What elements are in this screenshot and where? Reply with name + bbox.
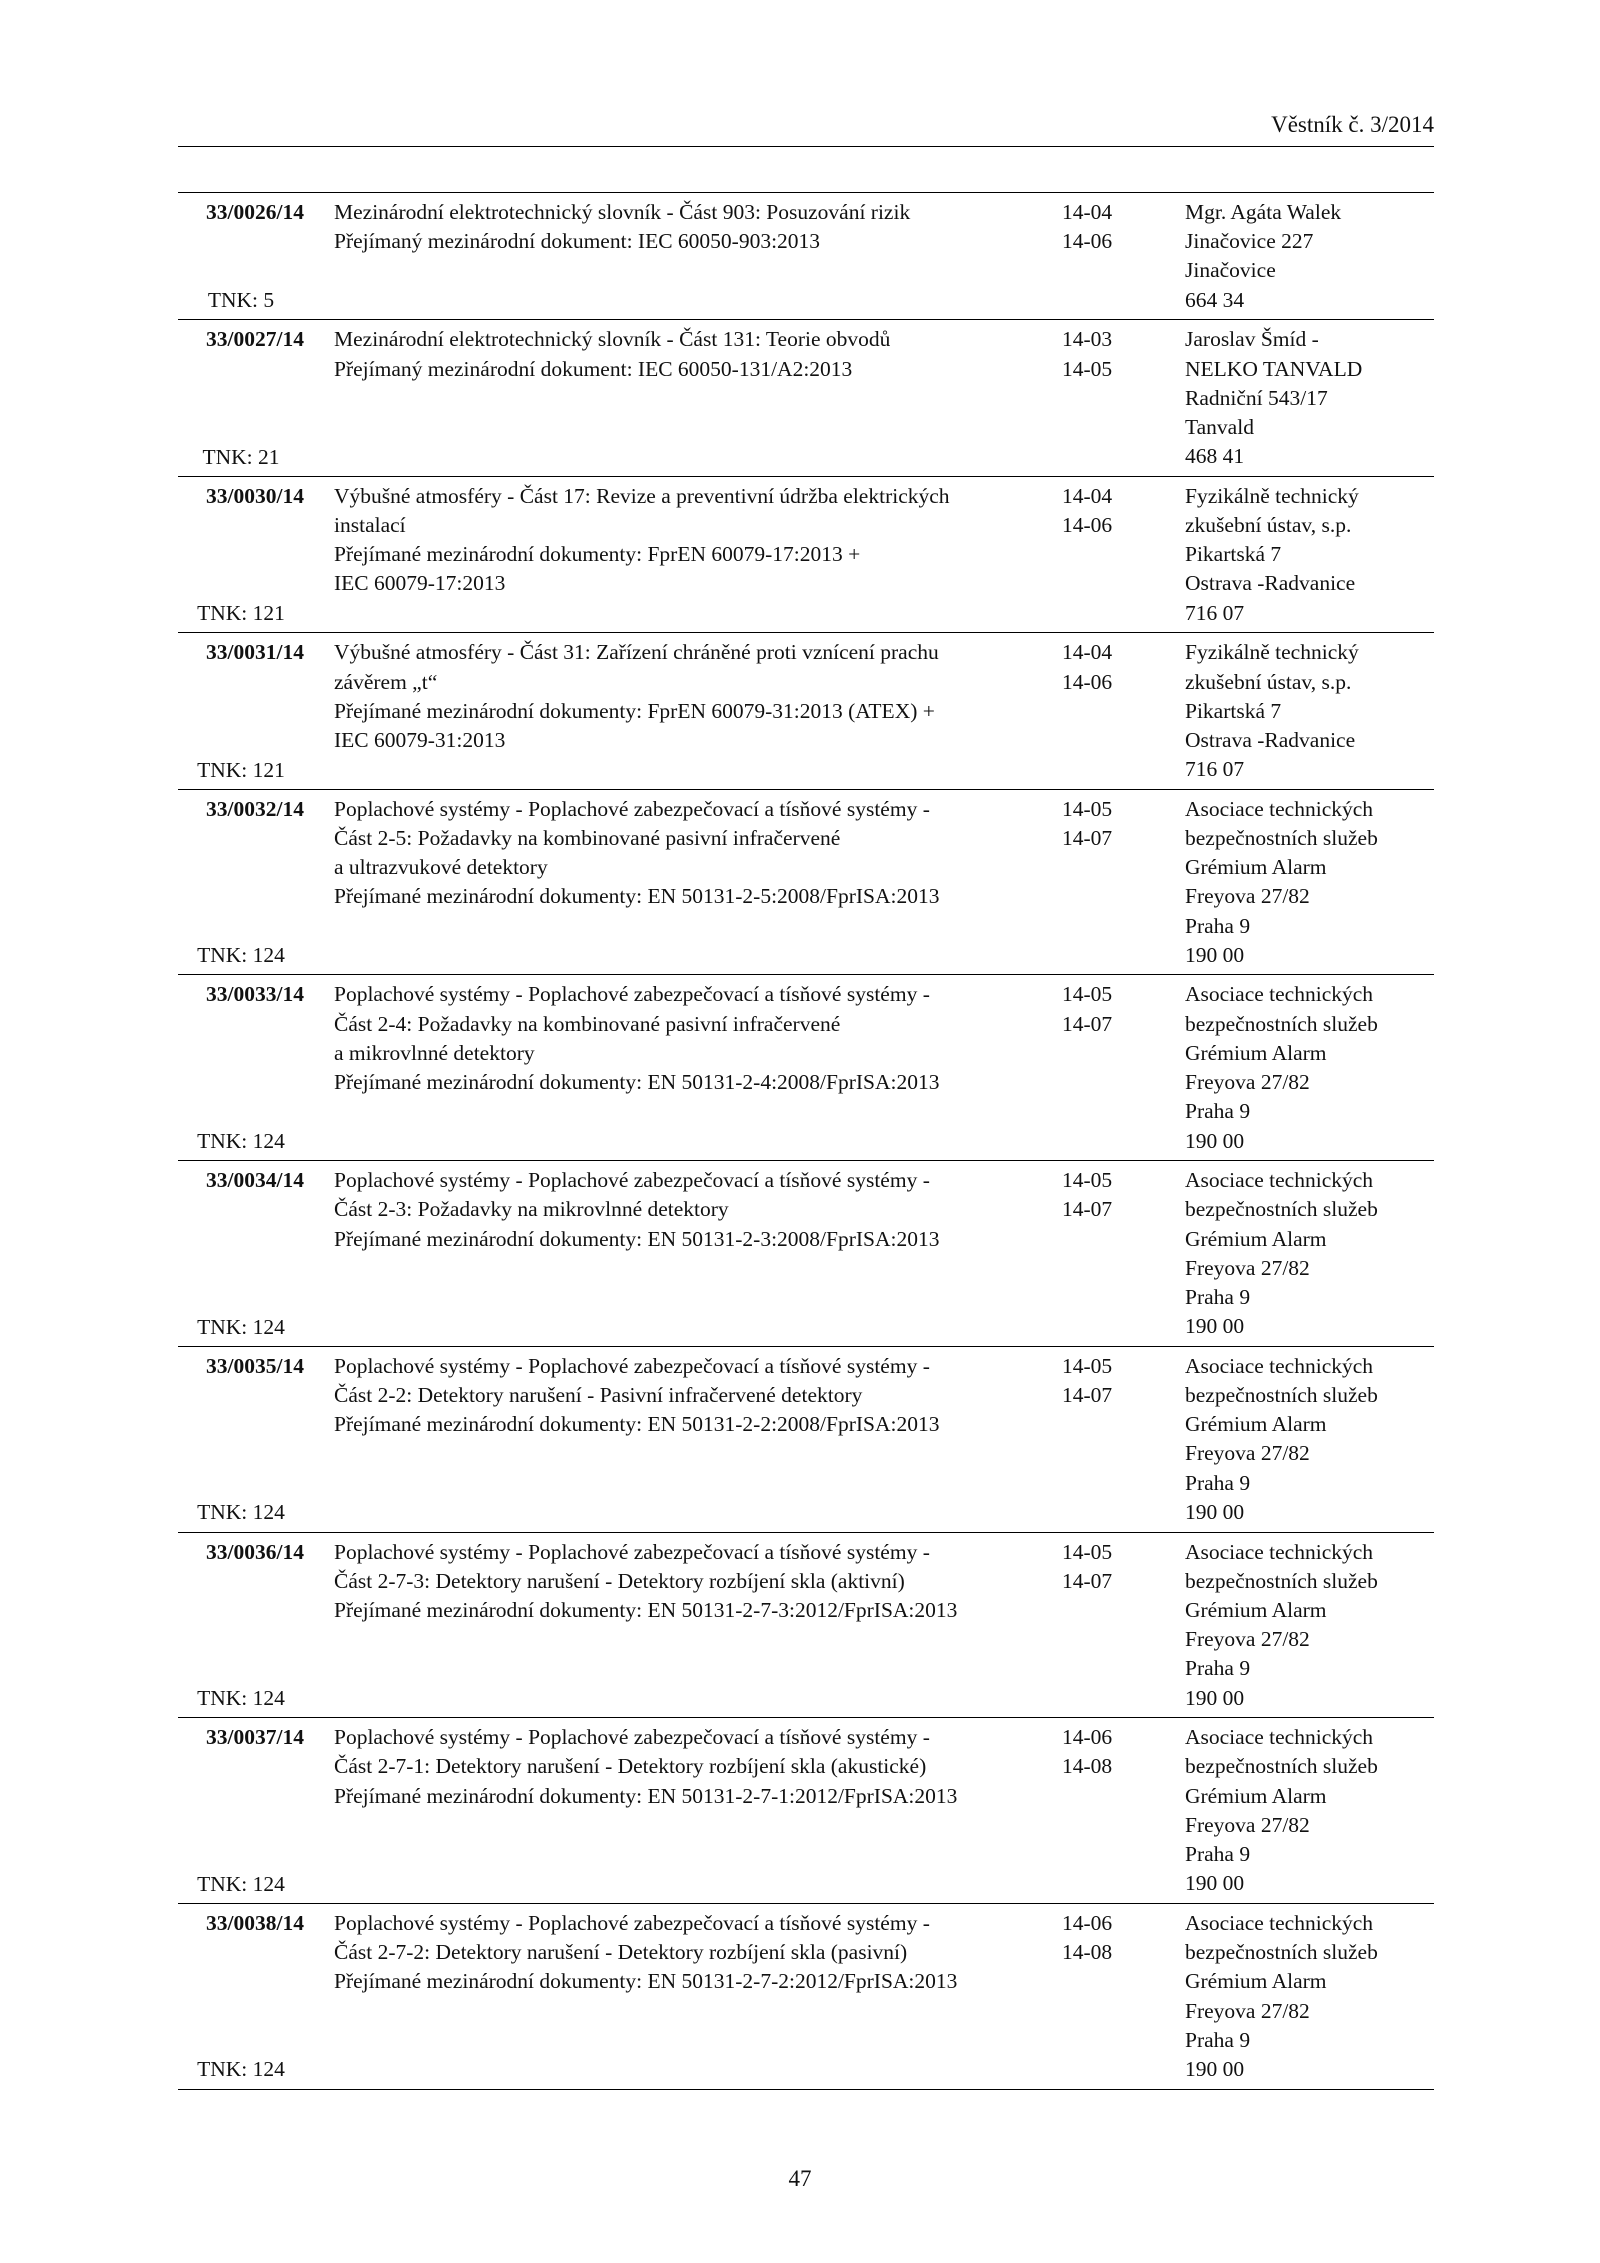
address-line: Grémium Alarm	[1185, 1597, 1327, 1622]
tnk-number: TNK: 124	[197, 943, 285, 968]
address-line: Asociace technických	[1185, 1910, 1374, 1935]
description-line: Část 2-7-1: Detektory narušení - Detektory rozbíjení skla (akustické)	[334, 1754, 927, 1779]
address-line: bezpečnostních služeb	[1185, 1754, 1378, 1779]
table-row	[178, 1347, 1434, 1533]
address-line: Grémium Alarm	[1185, 855, 1327, 880]
tnk-number: TNK: 124	[197, 1500, 285, 1525]
standard-id-cell	[178, 1352, 304, 1528]
description-line: Poplachové systémy - Poplachové zabezpečovací a tísňové systémy -	[334, 1539, 930, 1564]
address-line: Freyova 27/82	[1185, 884, 1310, 909]
description-line: Poplachové systémy - Poplachové zabezpečovací a tísňové systémy -	[334, 1168, 930, 1193]
dates-cell	[1062, 1538, 1152, 1596]
table-row	[178, 1718, 1434, 1904]
standard-number: 33/0030/14	[206, 483, 304, 508]
address-line: 190 00	[1185, 1871, 1245, 1896]
description-line: závěrem „t“	[334, 669, 438, 694]
table-row	[178, 1904, 1434, 2090]
description-line: Část 2-7-2: Detektory narušení - Detektory rozbíjení skla (pasivní)	[334, 1940, 908, 1965]
address-line: Grémium Alarm	[1185, 1226, 1327, 1251]
page-number: 47	[788, 2166, 812, 2191]
description-line: Část 2-4: Požadavky na kombinované pasivní infračervené	[334, 1011, 841, 1036]
description-line: Přejímaný mezinárodní dokument: IEC 60050-903:2013	[334, 229, 821, 254]
processor-address	[1185, 1723, 1434, 1898]
bulletin-title: Věstník č. 3/2014	[1271, 112, 1434, 137]
date-value: 14-05	[1062, 1353, 1113, 1378]
date-value: 14-05	[1062, 796, 1113, 821]
standard-number: 33/0032/14	[206, 796, 304, 821]
address-line: Praha 9	[1185, 1470, 1251, 1495]
description-line: a ultrazvukové detektory	[334, 855, 548, 880]
dates-cell	[1062, 795, 1152, 853]
address-line: 190 00	[1185, 1128, 1245, 1153]
standard-description	[334, 638, 1034, 755]
standard-id-cell	[178, 325, 304, 472]
standard-description	[334, 1723, 1034, 1811]
address-line: 468 41	[1185, 444, 1245, 469]
dates-cell	[1062, 1352, 1152, 1410]
date-value: 14-04	[1062, 200, 1113, 224]
standard-id-cell	[178, 980, 304, 1156]
description-line: Poplachové systémy - Poplachové zabezpečovací a tísňové systémy -	[334, 982, 930, 1007]
date-value: 14-06	[1062, 669, 1113, 694]
description-line: Přejímané mezinárodní dokumenty: FprEN 60079-31:2013 (ATEX) +	[334, 698, 935, 723]
address-line: 664 34	[1185, 287, 1245, 312]
standard-number: 33/0038/14	[206, 1910, 304, 1935]
description-line: instalací	[334, 513, 406, 537]
address-line: Praha 9	[1185, 2027, 1251, 2052]
address-line: Freyova 27/82	[1185, 1255, 1310, 1280]
standard-description	[334, 325, 1034, 383]
description-line: a mikrovlnné detektory	[334, 1040, 535, 1065]
address-line: Fyzikálně technický	[1185, 483, 1359, 508]
standard-id-cell	[178, 1909, 304, 2085]
address-line: zkušební ústav, s.p.	[1185, 669, 1352, 694]
date-value: 14-06	[1062, 1910, 1113, 1935]
date-value: 14-03	[1062, 327, 1113, 352]
description-line: Poplachové systémy - Poplachové zabezpečovací a tísňové systémy -	[334, 796, 930, 821]
dates-cell	[1062, 1723, 1152, 1781]
dates-cell	[1062, 1909, 1152, 1967]
description-line: Mezinárodní elektrotechnický slovník - Část 903: Posuzování rizik	[334, 200, 911, 224]
address-line: 190 00	[1185, 1685, 1245, 1710]
processor-address	[1185, 1909, 1434, 2084]
standard-description	[334, 795, 1034, 912]
address-line: bezpečnostních služeb	[1185, 826, 1378, 850]
address-line: Freyova 27/82	[1185, 1441, 1310, 1466]
tnk-number: TNK: 121	[197, 757, 285, 782]
standard-id-cell	[178, 638, 304, 785]
table-row	[178, 975, 1434, 1161]
standard-number: 33/0035/14	[206, 1353, 304, 1378]
description-line: IEC 60079-17:2013	[334, 571, 506, 596]
address-line: Grémium Alarm	[1185, 1783, 1327, 1808]
address-line: Praha 9	[1185, 1842, 1251, 1867]
standard-description	[334, 1352, 1034, 1440]
description-line: Část 2-3: Požadavky na mikrovlnné detektory	[334, 1197, 729, 1222]
date-value: 14-04	[1062, 483, 1113, 508]
description-line: Část 2-2: Detektory narušení - Pasivní infračervené detektory	[334, 1383, 863, 1408]
date-value: 14-07	[1062, 1568, 1113, 1593]
address-line: Tanvald	[1185, 414, 1254, 439]
address-line: zkušební ústav, s.p.	[1185, 513, 1352, 537]
standard-number: 33/0033/14	[206, 982, 304, 1007]
dates-cell	[1062, 638, 1152, 696]
standard-description	[334, 1909, 1034, 1997]
date-value: 14-05	[1062, 1539, 1113, 1564]
tnk-number: TNK: 124	[197, 1314, 285, 1339]
date-value: 14-05	[1062, 1168, 1113, 1193]
address-line: Freyova 27/82	[1185, 1812, 1310, 1837]
table-row	[178, 193, 1434, 320]
table-row	[178, 1161, 1434, 1347]
address-line: Grémium Alarm	[1185, 1040, 1327, 1065]
description-line: IEC 60079-31:2013	[334, 727, 506, 752]
standard-id-cell	[178, 1723, 304, 1899]
processor-address	[1185, 1352, 1434, 1527]
address-line: bezpečnostních služeb	[1185, 1197, 1378, 1222]
description-line: Přejímané mezinárodní dokumenty: EN 50131-2-4:2008/FprISA:2013	[334, 1070, 940, 1095]
address-line: Asociace technických	[1185, 1539, 1374, 1564]
standard-id-cell	[178, 482, 304, 629]
description-line: Poplachové systémy - Poplachové zabezpečovací a tísňové systémy -	[334, 1910, 930, 1935]
processor-address	[1185, 795, 1434, 970]
date-value: 14-05	[1062, 356, 1113, 381]
dates-cell	[1062, 325, 1152, 383]
standard-description	[334, 980, 1034, 1097]
address-line: Grémium Alarm	[1185, 1412, 1327, 1437]
tnk-number: TNK: 5	[207, 288, 275, 313]
address-line: Jinačovice 227	[1185, 229, 1314, 254]
address-line: Praha 9	[1185, 1099, 1251, 1124]
table-row	[178, 320, 1434, 477]
tnk-number: TNK: 124	[197, 1871, 285, 1896]
description-line: Výbušné atmosféry - Část 31: Zařízení chráněné proti vznícení prachu	[334, 640, 939, 665]
processor-address	[1185, 1538, 1434, 1713]
description-line: Část 2-5: Požadavky na kombinované pasivní infračervené	[334, 826, 841, 850]
description-line: Přejímaný mezinárodní dokument: IEC 60050-131/A2:2013	[334, 356, 853, 381]
standard-description	[334, 482, 1034, 599]
address-line: Freyova 27/82	[1185, 1998, 1310, 2023]
date-value: 14-04	[1062, 640, 1113, 665]
address-line: Pikartská 7	[1185, 542, 1282, 567]
address-line: Asociace technických	[1185, 1725, 1374, 1750]
page-header	[178, 112, 1434, 147]
standard-number: 33/0031/14	[206, 640, 304, 665]
address-line: 190 00	[1185, 942, 1245, 967]
tnk-number: TNK: 124	[197, 2057, 285, 2082]
address-line: Fyzikálně technický	[1185, 640, 1359, 665]
standard-description	[334, 1538, 1034, 1626]
description-line: Výbušné atmosféry - Část 17: Revize a preventivní údržba elektrických	[334, 483, 950, 508]
date-value: 14-08	[1062, 1940, 1113, 1965]
tnk-number: TNK: 124	[197, 1128, 285, 1153]
processor-address	[1185, 1166, 1434, 1341]
description-line: Přejímané mezinárodní dokumenty: EN 50131-2-3:2008/FprISA:2013	[334, 1226, 940, 1251]
dates-cell	[1062, 1166, 1152, 1224]
standard-id-cell	[178, 198, 304, 315]
date-value: 14-06	[1062, 229, 1113, 254]
description-line: Poplachové systémy - Poplachové zabezpečovací a tísňové systémy -	[334, 1725, 930, 1750]
dates-cell	[1062, 980, 1152, 1038]
processor-address	[1185, 980, 1434, 1155]
date-value: 14-05	[1062, 982, 1113, 1007]
standard-id-cell	[178, 795, 304, 971]
address-line: 190 00	[1185, 1499, 1245, 1524]
address-line: Mgr. Agáta Walek	[1185, 200, 1342, 224]
address-line: Freyova 27/82	[1185, 1070, 1310, 1095]
standard-description	[334, 1166, 1034, 1254]
processor-address	[1185, 482, 1434, 628]
address-line: Jaroslav Šmíd -	[1185, 327, 1319, 352]
date-value: 14-06	[1062, 1725, 1113, 1750]
processor-address	[1185, 198, 1434, 315]
description-line: Přejímané mezinárodní dokumenty: EN 50131-2-2:2008/FprISA:2013	[334, 1412, 940, 1437]
description-line: Přejímané mezinárodní dokumenty: EN 50131-2-5:2008/FprISA:2013	[334, 884, 940, 909]
processor-address	[1185, 325, 1434, 471]
date-value: 14-08	[1062, 1754, 1113, 1779]
date-value: 14-07	[1062, 826, 1113, 850]
tnk-number: TNK: 124	[197, 1686, 285, 1711]
standard-id-cell	[178, 1166, 304, 1342]
address-line: Ostrava -Radvanice	[1185, 727, 1356, 752]
standard-number: 33/0036/14	[206, 1539, 304, 1564]
address-line: Asociace technických	[1185, 1168, 1374, 1193]
table-row	[178, 477, 1434, 634]
address-line: 190 00	[1185, 2056, 1245, 2081]
address-line: Ostrava -Radvanice	[1185, 571, 1356, 596]
address-line: Pikartská 7	[1185, 698, 1282, 723]
description-line: Část 2-7-3: Detektory narušení - Detektory rozbíjení skla (aktivní)	[334, 1568, 905, 1593]
standard-id-cell	[178, 1538, 304, 1714]
table-row	[178, 633, 1434, 790]
description-line: Mezinárodní elektrotechnický slovník - Část 131: Teorie obvodů	[334, 327, 891, 352]
tnk-number: TNK: 121	[197, 601, 285, 626]
description-line: Přejímané mezinárodní dokumenty: EN 50131-2-7-3:2012/FprISA:2013	[334, 1597, 958, 1622]
address-line: bezpečnostních služeb	[1185, 1011, 1378, 1036]
address-line: Grémium Alarm	[1185, 1969, 1327, 1994]
table-row	[178, 1533, 1434, 1719]
dates-cell	[1062, 198, 1152, 256]
description-line: Poplachové systémy - Poplachové zabezpečovací a tísňové systémy -	[334, 1353, 930, 1378]
address-line: 190 00	[1185, 1314, 1245, 1339]
address-line: Asociace technických	[1185, 796, 1374, 821]
description-line: Přejímané mezinárodní dokumenty: EN 50131-2-7-2:2012/FprISA:2013	[334, 1969, 958, 1994]
standard-number: 33/0027/14	[206, 327, 304, 352]
processor-address	[1185, 638, 1434, 784]
standard-number: 33/0037/14	[206, 1725, 304, 1750]
address-line: Praha 9	[1185, 1284, 1251, 1309]
tnk-number: TNK: 21	[202, 444, 280, 469]
address-line: Radniční 543/17	[1185, 385, 1328, 410]
standard-description	[334, 198, 1034, 256]
standard-number: 33/0034/14	[206, 1168, 304, 1193]
date-value: 14-07	[1062, 1011, 1113, 1036]
address-line: Freyova 27/82	[1185, 1627, 1310, 1652]
address-line: bezpečnostních služeb	[1185, 1568, 1378, 1593]
address-line: bezpečnostních služeb	[1185, 1940, 1378, 1965]
address-line: Asociace technických	[1185, 982, 1374, 1007]
address-line: NELKO TANVALD	[1185, 356, 1363, 381]
description-line: Přejímané mezinárodní dokumenty: EN 50131-2-7-1:2012/FprISA:2013	[334, 1783, 958, 1808]
address-line: Praha 9	[1185, 913, 1251, 938]
date-value: 14-07	[1062, 1197, 1113, 1222]
description-line: Přejímané mezinárodní dokumenty: FprEN 60079-17:2013 +	[334, 542, 861, 567]
address-line: 716 07	[1185, 757, 1245, 782]
table-row	[178, 790, 1434, 976]
dates-cell	[1062, 482, 1152, 540]
address-line: 716 07	[1185, 600, 1245, 625]
address-line: bezpečnostních služeb	[1185, 1383, 1378, 1408]
date-value: 14-07	[1062, 1383, 1113, 1408]
address-line: Jinačovice	[1185, 258, 1276, 283]
date-value: 14-06	[1062, 513, 1113, 537]
address-line: Asociace technických	[1185, 1353, 1374, 1378]
standards-table	[178, 192, 1434, 2090]
address-line: Praha 9	[1185, 1656, 1251, 1681]
standard-number: 33/0026/14	[206, 200, 304, 224]
